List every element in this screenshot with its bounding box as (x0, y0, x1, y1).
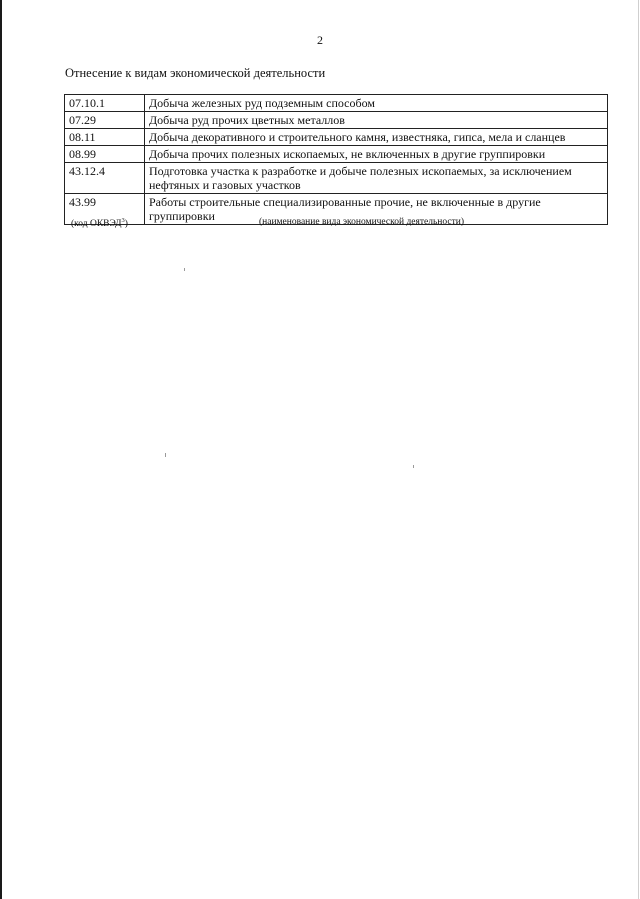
code-caption (71, 217, 128, 229)
activity-name: Работы строительные специализированные прочие, не включенные в другие группировки (145, 194, 608, 225)
activity-codes-table (64, 94, 608, 225)
activity-code: 07.10.1 (65, 95, 145, 112)
page-number: 2 (317, 33, 323, 47)
table-row (65, 95, 608, 112)
activity-code: 08.99 (65, 146, 145, 163)
activity-name: Подготовка участка к разработке и добыче полезных ископаемых, за исключением нефтяных и газовых участков (145, 163, 608, 194)
scan-speck (413, 465, 414, 468)
scan-left-edge (0, 0, 2, 899)
activity-code: 07.29 (65, 112, 145, 129)
activity-code: 43.12.4 (65, 163, 145, 194)
activity-name: Добыча декоративного и строительного камня, известняка, гипса, мела и сланцев (145, 129, 608, 146)
activity-name: Добыча железных руд подземным способом (145, 95, 608, 112)
code-caption-close: ) (124, 219, 128, 230)
activity-code: 43.99 (65, 194, 145, 225)
scan-speck (184, 268, 185, 271)
table-row (65, 129, 608, 146)
activity-name: Добыча руд прочих цветных металлов (145, 112, 608, 129)
activity-name: Добыча прочих полезных ископаемых, не включенных в другие группировки (145, 146, 608, 163)
table-row (65, 112, 608, 129)
activity-code: 08.11 (65, 129, 145, 146)
scan-speck (165, 453, 166, 457)
section-heading: Отнесение к видам экономической деятельности (65, 66, 326, 80)
table-row (65, 163, 608, 194)
code-caption-label: (код ОКВЭД (71, 219, 122, 230)
code-caption-footnote: 3 (121, 217, 125, 224)
name-caption: (наименование вида экономической деятельности) (259, 217, 464, 227)
scan-right-edge (638, 0, 639, 899)
table-row (65, 146, 608, 163)
